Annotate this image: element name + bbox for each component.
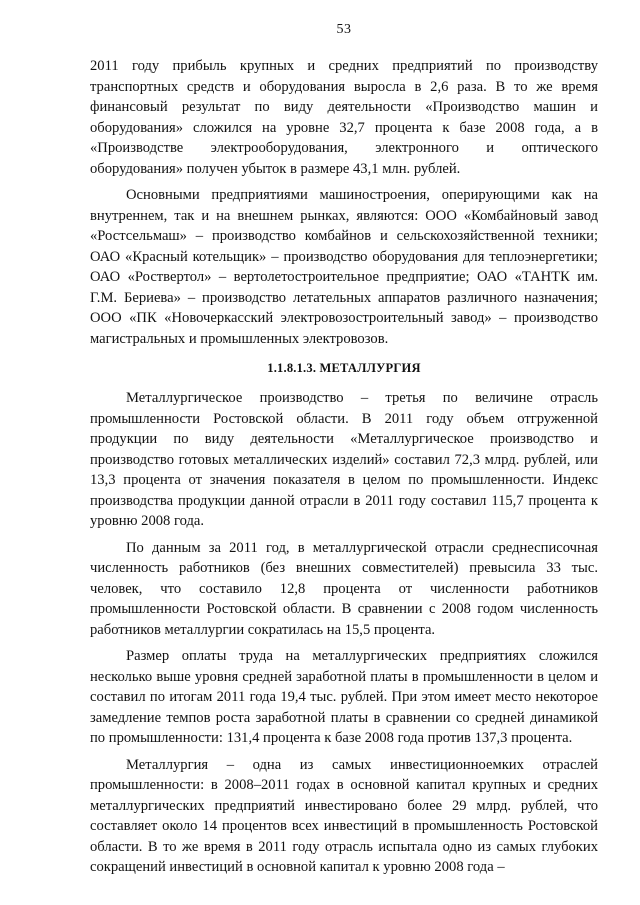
- page-number: 53: [336, 22, 352, 37]
- paragraphs-before: [90, 56, 598, 349]
- section-heading: 1.1.8.1.3. МЕТАЛЛУРГИЯ: [267, 361, 421, 375]
- body-paragraph: Основными предприятиями машиностроения, оперирующими как на внутреннем, так и на внешнем рынках, являются: ООО «Комбайновый завод «Ростсельмаш» – производство комбайнов и сельскохозяйственной техники; ОАО «Красный котельщик» – производство оборудования для теплоэнергетики; ОАО «Роствертол» – вертолетостроительное предприятие; ОАО «ТАНТК им. Г.М. Бериева» – производство летательных аппаратов различного назначения; ООО «ПК «Новочеркасский электровозостроительный завод» – производство магистральных и промышленных электровозов.: [90, 187, 598, 347]
- paragraphs-after: [90, 388, 598, 878]
- body-paragraph: 2011 году прибыль крупных и средних предприятий по производству транспортных средств и оборудования выросла в 2,6 раза. В то же время финансовый результат по виду деятельности «Производство машин и оборудования» сложился на уровне 32,7 процента к базе 2008 года, а в «Производстве электрооборудования, электронного и оптического оборудования» получен убыток в размере 43,1 млн. рублей.: [90, 58, 598, 177]
- body-paragraph: Металлургия – одна из самых инвестиционноемких отраслей промышленности: в 2008–2011 годах в основной капитал крупных и средних металлургических предприятий инвестировано более 29 млрд. рублей, что составляет около 14 процентов всех инвестиций в промышленность Ростовской области. В то же время в 2011 году отрасль испытала одно из самых глубоких сокращений инвестиций в основной капитал к уровню 2008 года –: [90, 756, 598, 875]
- body-paragraph: По данным за 2011 год, в металлургической отрасли среднесписочная численность работников (без внешних совместителей) превысила 33 тыс. человек, что составило 12,8 процента от численности работников промышленности Ростовской области. В сравнении с 2008 годом численность работников металлургии сократилась на 15,5 процента.: [90, 539, 598, 638]
- body-paragraph: Размер оплаты труда на металлургических предприятиях сложился несколько выше уровня средней заработной платы в промышленности в целом и составил по итогам 2011 года 19,4 тыс. рублей. При этом имеет место некоторое замедление темпов роста заработной платы в сравнении со средней динамикой по промышленности: 131,4 процента к базе 2008 года против 137,3 процента.: [90, 648, 598, 746]
- body-paragraph: Металлургическое производство – третья по величине отрасль промышленности Ростовской области. В 2011 году объем отгруженной продукции по виду деятельности «Металлургическое производство и производство готовых металлических изделий» составил 72,3 млрд. рублей, или 13,3 процента от значения показателя в целом по промышленности. Индекс производства продукции данной отрасли в 2011 году составил 115,7 процента к уровню 2008 года.: [90, 390, 598, 529]
